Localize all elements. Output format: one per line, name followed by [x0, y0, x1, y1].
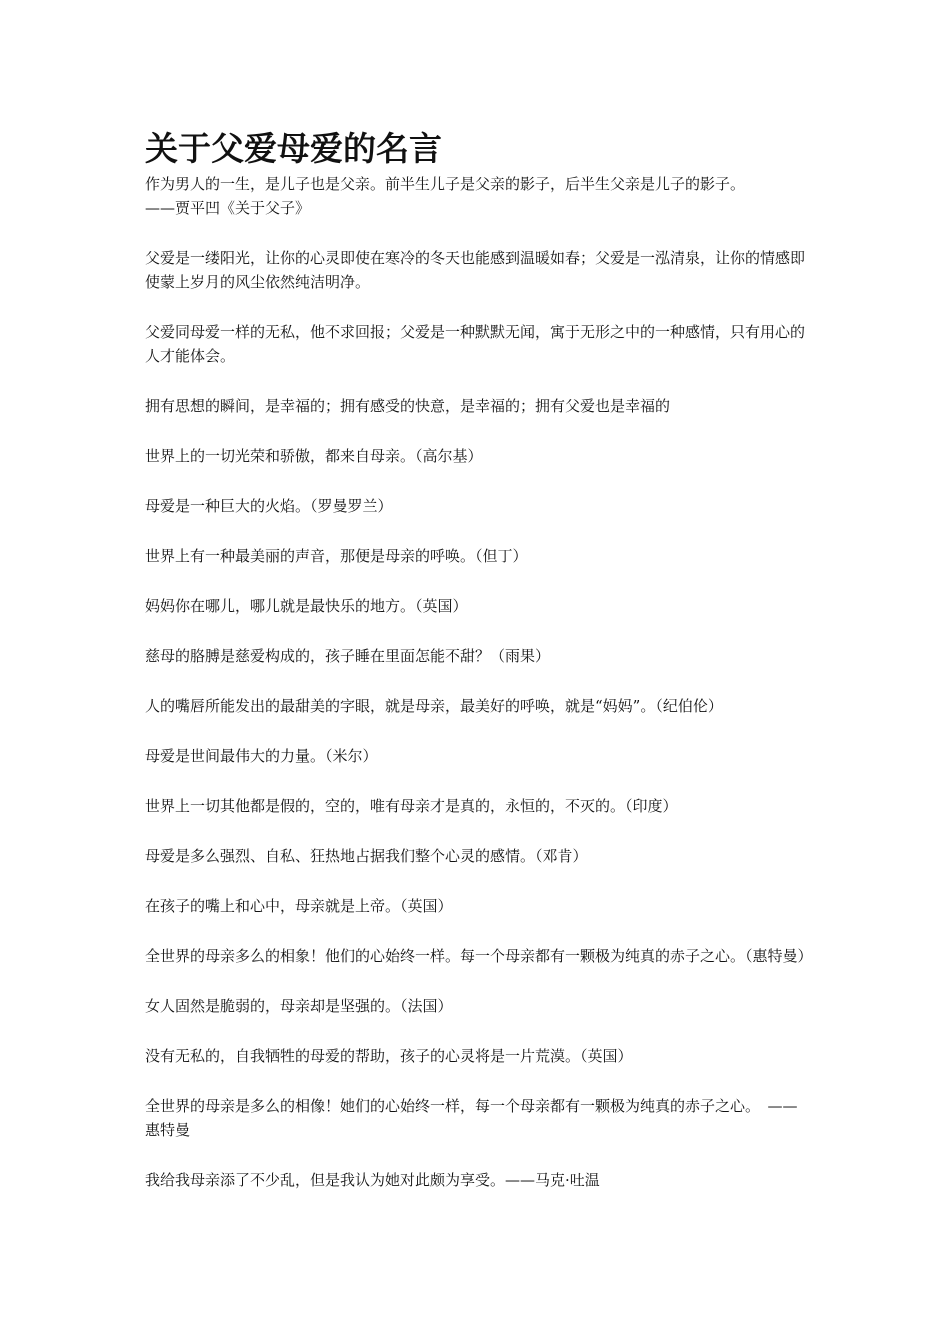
quote-paragraph: 世界上的一切光荣和骄傲，都来自母亲。（高尔基） [145, 447, 483, 465]
intro-quote [145, 172, 810, 220]
quote-paragraph: 世界上一切其他都是假的，空的，唯有母亲才是真的，永恒的，不灭的。（印度） [145, 797, 678, 815]
quote-paragraph: 母爱是世间最伟大的力量。（米尔） [145, 747, 378, 765]
quote-paragraph: 世界上有一种最美丽的声音，那便是母亲的呼唤。（但丁） [145, 547, 528, 565]
document-page [145, 126, 813, 1192]
document-title: 关于父爱母爱的名言 [145, 129, 442, 168]
quote-paragraph: 父爱是一缕阳光，让你的心灵即使在寒冷的冬天也能感到温暖如春；父爱是一泓清泉，让你的情感即使蒙上岁月的风尘依然纯洁明净。 [145, 249, 806, 291]
quote-paragraph: 我给我母亲添了不少乱，但是我认为她对此颇为享受。——马克·吐温 [145, 1171, 600, 1189]
quote-paragraph: 女人固然是脆弱的，母亲却是坚强的。（法国） [145, 997, 453, 1015]
intro-quote-text: 作为男人的一生，是儿子也是父亲。前半生儿子是父亲的影子，后半生父亲是儿子的影子。 [145, 175, 746, 193]
intro-quote-source: ——贾平凹《关于父子》 [145, 199, 311, 217]
quote-paragraph: 全世界的母亲多么的相象！他们的心始终一样。每一个母亲都有一颗极为纯真的赤子之心。（惠特曼） [145, 947, 813, 965]
quote-paragraph: 慈母的胳膊是慈爱构成的，孩子睡在里面怎能不甜？（雨果） [145, 647, 551, 665]
quote-paragraph: 没有无私的，自我牺牲的母爱的帮助，孩子的心灵将是一片荒漠。（英国） [145, 1047, 633, 1065]
document-body [145, 172, 813, 1192]
quote-paragraph: 人的嘴唇所能发出的最甜美的字眼，就是母亲，最美好的呼唤，就是“妈妈”。（纪伯伦） [145, 697, 723, 715]
quote-paragraph: 拥有思想的瞬间，是幸福的；拥有感受的快意，是幸福的；拥有父爱也是幸福的 [145, 397, 671, 415]
quote-paragraph: 父爱同母爱一样的无私，他不求回报；父爱是一种默默无闻，寓于无形之中的一种感情，只有用心的人才能体会。 [145, 323, 806, 365]
quote-paragraph: 在孩子的嘴上和心中，母亲就是上帝。（英国） [145, 897, 453, 915]
quote-paragraph: 全世界的母亲是多么的相像！她们的心始终一样，每一个母亲都有一颗极为纯真的赤子之心。 ——惠特曼 [145, 1097, 798, 1139]
quote-paragraph: 母爱是一种巨大的火焰。（罗曼罗兰） [145, 497, 393, 515]
quote-paragraph: 妈妈你在哪儿，哪儿就是最快乐的地方。（英国） [145, 597, 468, 615]
quote-paragraph: 母爱是多么强烈、自私、狂热地占据我们整个心灵的感情。（邓肯） [145, 847, 588, 865]
